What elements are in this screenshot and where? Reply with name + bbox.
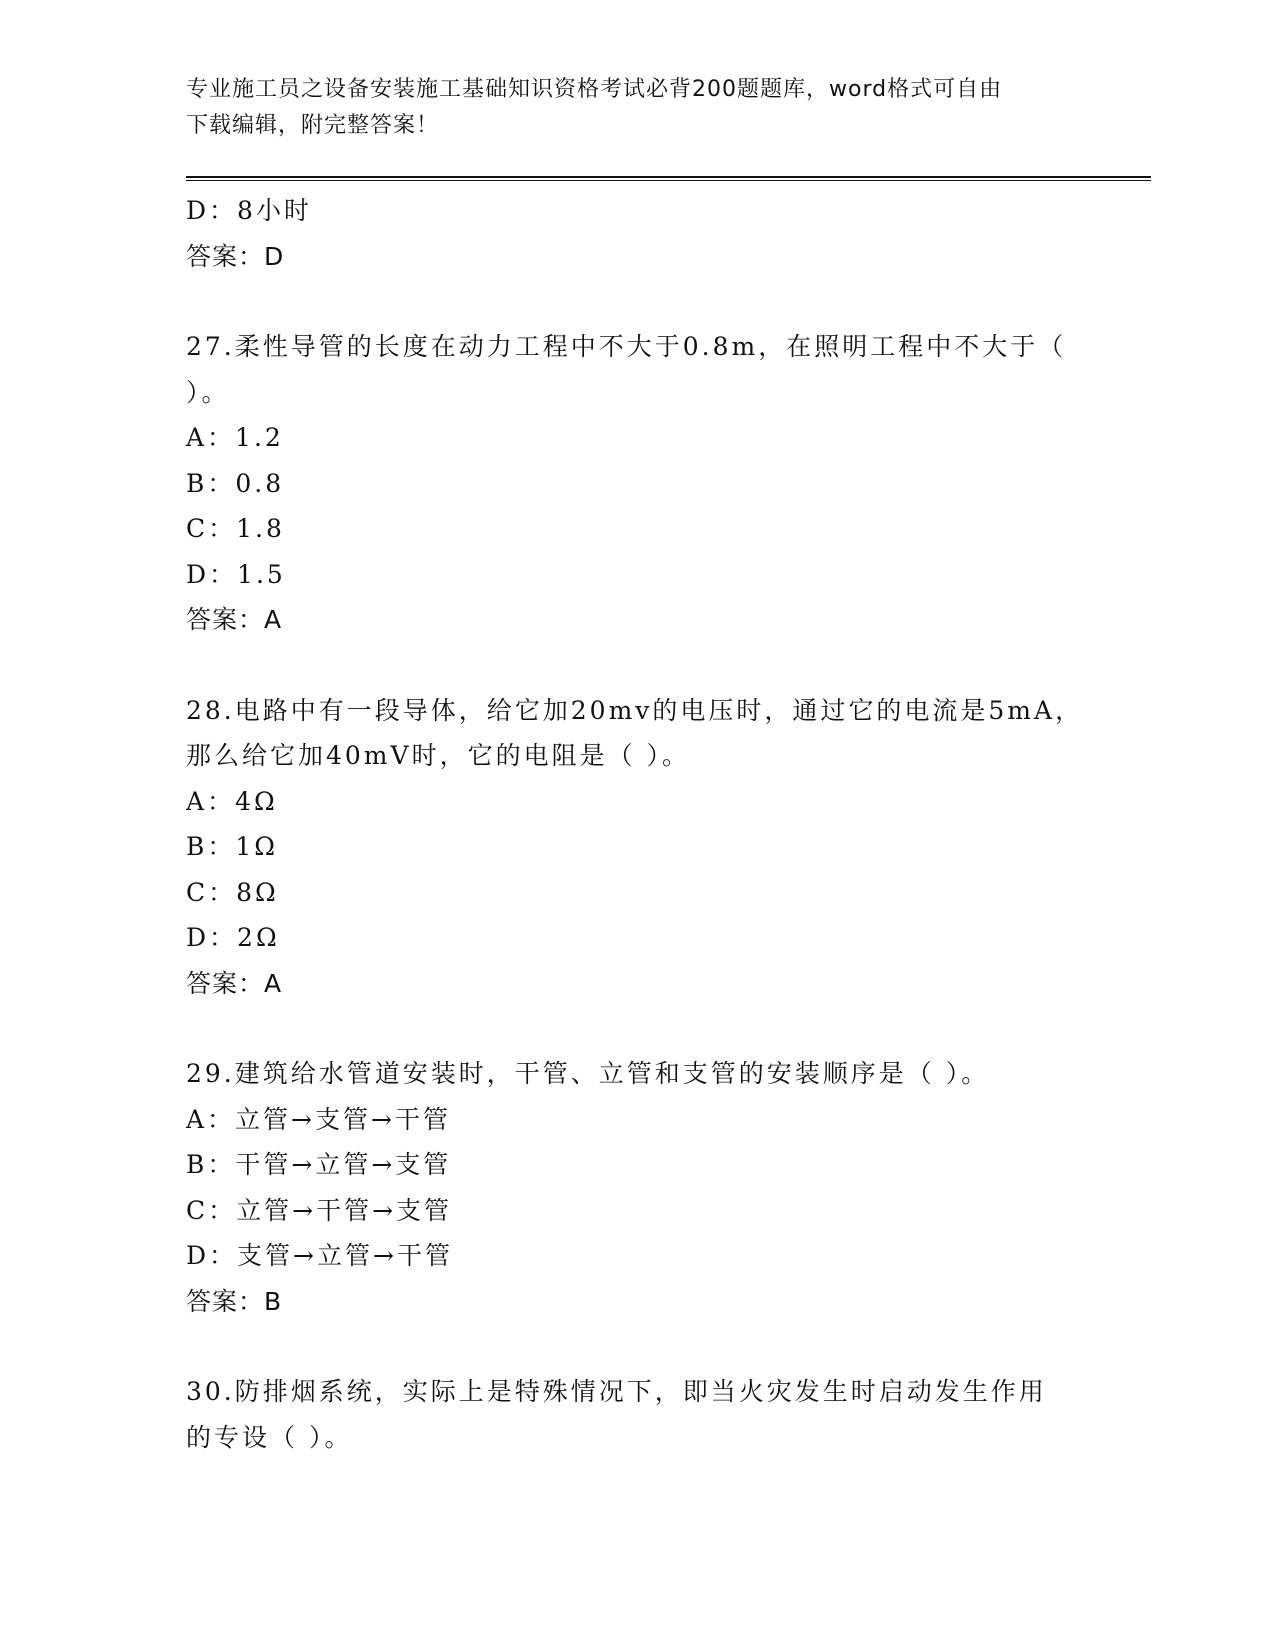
question-text: 30.防排烟系统，实际上是特殊情况下，即当火灾发生时启动发生作用 <box>186 1377 1047 1406</box>
answer: 答案：D <box>186 241 285 271</box>
question-text: 29.建筑给水管道安装时，干管、立管和支管的安装顺序是（ ）。 <box>186 1059 990 1088</box>
question-30 <box>186 1369 1086 1460</box>
header-line-1: 专业施工员之设备安装施工基础知识资格考试必背200题题库，word格式可自由 <box>186 77 1003 102</box>
question-28 <box>186 688 1086 1007</box>
spacer <box>186 643 1086 688</box>
question-list <box>186 188 1086 1460</box>
document-header <box>186 72 1076 144</box>
header-line-2: 下载编辑，附完整答案！ <box>186 113 440 138</box>
option-c: C：8Ω <box>186 877 279 907</box>
question-text: 27.柔性导管的长度在动力工程中不大于0.8m，在照明工程中不大于（ <box>186 332 1067 361</box>
option-a: A：立管→支管→干管 <box>186 1104 451 1134</box>
option-d: D：8小时 <box>186 196 312 225</box>
answer: 答案：A <box>186 968 283 998</box>
spacer <box>186 1324 1086 1369</box>
answer: 答案：B <box>186 1286 283 1316</box>
answer: 答案：A <box>186 605 283 634</box>
question-29 <box>186 1051 1086 1324</box>
header-divider-thin <box>186 180 1151 181</box>
header-divider-thick <box>186 176 1151 178</box>
option-c: C：立管→干管→支管 <box>186 1195 453 1225</box>
question-27 <box>186 324 1086 643</box>
question-text-cont: ）。 <box>186 377 230 407</box>
option-b: B：干管→立管→支管 <box>186 1150 452 1179</box>
question-text-cont: 的专设（ ）。 <box>186 1422 353 1452</box>
question-text-cont: 那么给它加40mV时，它的电阻是（ ）。 <box>186 741 691 770</box>
option-c: C：1.8 <box>186 514 285 543</box>
option-a: A：4Ω <box>186 786 278 816</box>
question-text: 28.电路中有一段导体，给它加20mv的电压时，通过它的电流是5mA， <box>186 695 1084 725</box>
option-a: A：1.2 <box>186 423 284 452</box>
spacer <box>186 1006 1086 1051</box>
option-b: B：0.8 <box>186 468 285 498</box>
spacer <box>186 279 1086 324</box>
option-d: D：2Ω <box>186 923 280 952</box>
option-b: B：1Ω <box>186 832 279 861</box>
option-d: D：支管→立管→干管 <box>186 1241 453 1270</box>
option-d: D：1.5 <box>186 559 286 589</box>
